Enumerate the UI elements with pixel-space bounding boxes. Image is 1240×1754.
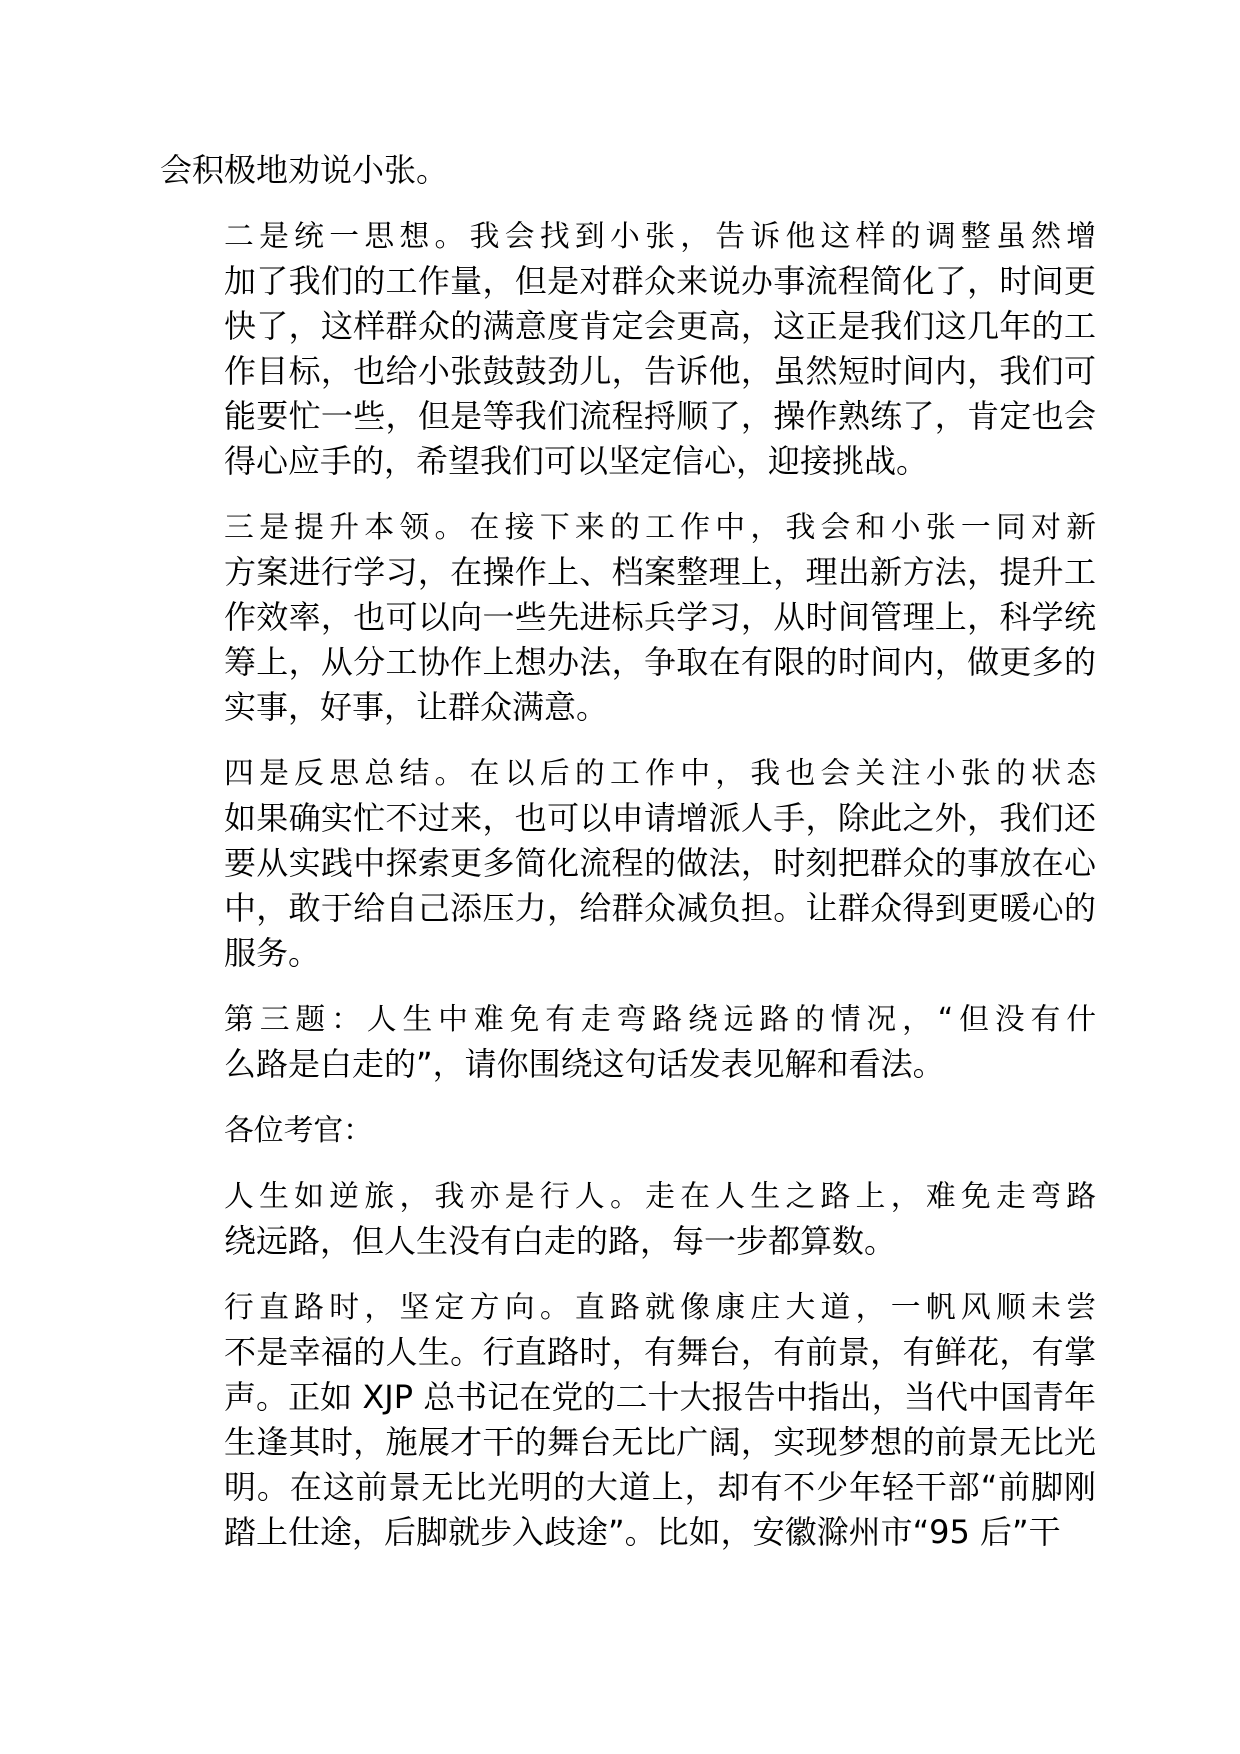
text-line: 中，敢于给自己添压力，给群众减负担。让群众得到更暖心的 — [224, 889, 1096, 927]
text-line: 声。正如 XJP 总书记在党的二十大报告中指出，当代中国青年 — [224, 1378, 1096, 1416]
text-line: 三是提升本领。在接下来的工作中，我会和小张一同对新 — [224, 510, 1096, 545]
text-line: 作目标，也给小张鼓鼓劲儿，告诉他，虽然短时间内，我们可 — [224, 352, 1096, 390]
text-line: 会积极地劝说小张。 — [160, 151, 449, 189]
text-line: 第三题：人生中难免有走弯路绕远路的情况，“但没有什 — [224, 1002, 1096, 1037]
text-line: 加了我们的工作量，但是对群众来说办事流程简化了，时间更 — [224, 262, 1096, 300]
paragraph — [160, 997, 1096, 1087]
text-line: 么路是白走的”，请你围绕这句话发表见解和看法。 — [224, 1045, 945, 1083]
document-body — [160, 148, 1096, 1576]
paragraph — [160, 214, 1096, 484]
text-line: 四是反思总结。在以后的工作中，我也会关注小张的状态 — [224, 756, 1096, 791]
text-line: 二是统一思想。我会找到小张，告诉他这样的调整虽然增 — [224, 219, 1096, 254]
paragraph — [160, 148, 1096, 193]
paragraph — [160, 1285, 1096, 1555]
text-line: 明。在这前景无比光明的大道上，却有不少年轻干部“前脚刚 — [224, 1468, 1096, 1506]
text-line: 快了，这样群众的满意度肯定会更高，这正是我们这几年的工 — [224, 307, 1096, 345]
text-line: 踏上仕途，后脚就步入歧途”。比如，安徽滁州市“95 后”干 — [224, 1513, 1061, 1551]
text-line: 要从实践中探索更多简化流程的做法，时刻把群众的事放在心 — [224, 844, 1096, 882]
text-line: 生逢其时，施展才干的舞台无比广阔，实现梦想的前景无比光 — [224, 1423, 1096, 1461]
paragraph — [160, 1108, 1096, 1153]
text-line: 实事，好事，让群众满意。 — [224, 688, 609, 726]
paragraph — [160, 505, 1096, 730]
text-line: 方案进行学习，在操作上、档案整理上，理出新方法，提升工 — [224, 553, 1096, 591]
text-line: 如果确实忙不过来，也可以申请增派人手，除此之外，我们还 — [224, 799, 1096, 837]
text-line: 各位考官： — [224, 1113, 373, 1148]
text-line: 不是幸福的人生。行直路时，有舞台，有前景，有鲜花，有掌 — [224, 1333, 1096, 1371]
text-line: 服务。 — [224, 934, 321, 972]
text-line: 筹上，从分工协作上想办法，争取在有限的时间内，做更多的 — [224, 643, 1096, 681]
paragraph — [160, 1174, 1096, 1264]
text-line: 行直路时，坚定方向。直路就像康庄大道，一帆风顺未尝 — [224, 1290, 1096, 1325]
text-line: 能要忙一些，但是等我们流程捋顺了，操作熟练了，肯定也会 — [224, 397, 1096, 435]
text-line: 作效率，也可以向一些先进标兵学习，从时间管理上，科学统 — [224, 598, 1096, 636]
text-line: 得心应手的，希望我们可以坚定信心，迎接挑战。 — [224, 442, 929, 480]
text-line: 人生如逆旅，我亦是行人。走在人生之路上，难免走弯路 — [224, 1179, 1096, 1214]
text-line: 绕远路，但人生没有白走的路，每一步都算数。 — [224, 1222, 897, 1260]
paragraph — [160, 751, 1096, 976]
